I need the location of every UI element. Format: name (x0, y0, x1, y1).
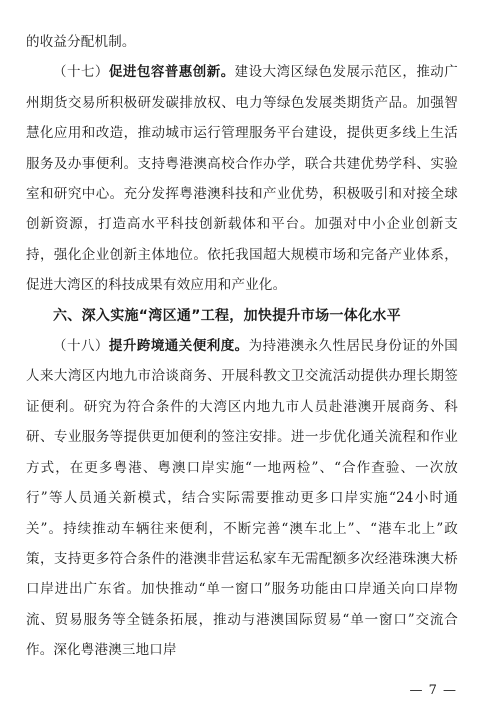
section-6-heading: 六、深入实施“湾区通”工程，加快提升市场一体化水平 (53, 307, 401, 324)
paragraph-18-number: （十八） (53, 338, 109, 355)
paragraph-continuation-text: 的收益分配机制。 (26, 34, 136, 50)
paragraph-continuation (26, 27, 458, 57)
paragraph-17-number: （十七） (53, 64, 109, 81)
paragraph-18-title: 提升跨境通关便利度。 (108, 338, 249, 355)
paragraph-17 (26, 57, 458, 300)
paragraph-18-body: 为持港澳永久性居民身份证的外国人来大湾区内地九市洽谈商务、开展科教文卫交流活动提供办理长期签证便利。研究为符合条件的大湾区内地九市人员赴港澳开展商务、科研、专业服务等提供更加便利的签注安排。进一步优化通关流程和作业方式，在更多粤港、粤澳口岸实施“一地两检”、“合作查验、一次放行”等人员通关新模式，结合实际需要推动更多口岸实施“24小时通关”。持续推动车辆往来便利，不断完善“澳车北上”、“港车北上”政策，支持更多符合条件的港澳非营运私家车无需配额多次经港珠澳大桥口岸进出广东省。加快推动“单一窗口”服务功能由口岸通关向口岸物流、贸易服务等全链条拓展，推动与港澳国际贸易“单一窗口”交流合作。深化粤港澳三地口岸 (26, 338, 458, 659)
body-text (26, 27, 458, 666)
paragraph-17-title: 促进包容普惠创新。 (108, 64, 235, 81)
page-number: — 7 — (409, 683, 457, 698)
paragraph-17-body: 建设大湾区绿色发展示范区，推动广州期货交易所积极研发碳排放权、电力等绿色发展类期货产品。加强智慧化应用和改造，推动城市运行管理服务平台建设，提供更多线上生活服务及办事便利。支持粤港澳高校合作办学，联合共建优势学科、实验室和研究中心。充分发挥粤港澳科技和产业优势，积极吸引和对接全球创新资源，打造高水平科技创新载体和平台。加强对中小企业创新支持，强化企业创新主体地位。依托我国超大规模市场和完备产业体系，促进大湾区的科技成果有效应用和产业化。 (26, 64, 458, 294)
paragraph-18 (26, 331, 458, 665)
